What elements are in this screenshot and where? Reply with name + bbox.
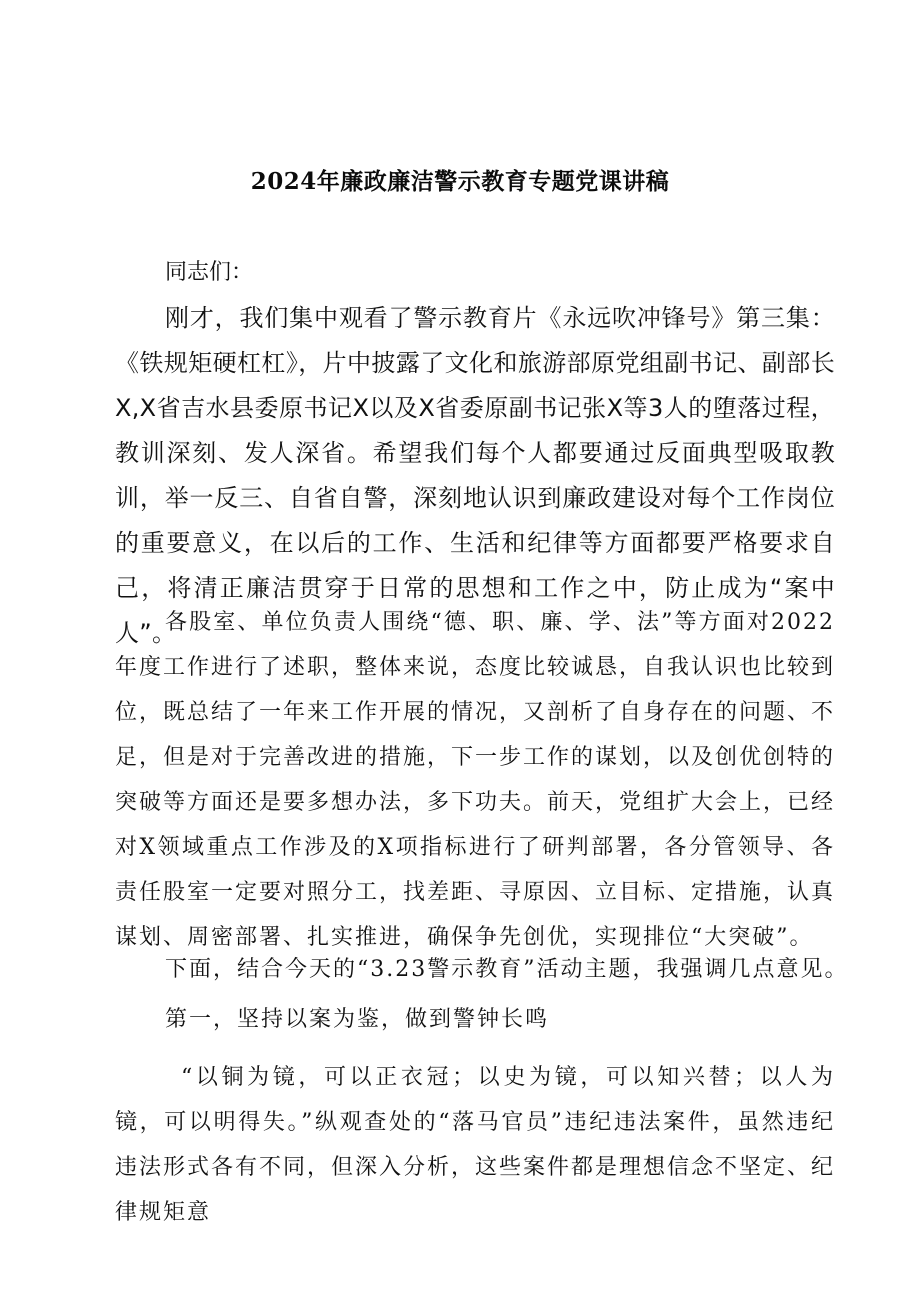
- paragraph-work-review: 各股室、单位负责人围绕“德、职、廉、学、法”等方面对2022年度工作进行了述职，整体来说，态度比较诚恳，自我认识也比较到位，既总结了一年来工作开展的情况，又剖析了自身存在的问题、不足，但是对于完善改进的措施，下一步工作的谋划，以及创优创特的突破等方面还是要多想办法，多下功夫。前天，党组扩大会上，已经对X领域重点工作涉及的X项指标进行了研判部署，各分管领导、各责任股室一定要对照分工，找差距、寻原因、立目标、定措施，认真谋划、周密部署、扎实推进，确保争先创优，实现排位“大突破”。: [115, 610, 836, 950]
- paragraph-intro: 下面，结合今天的“3.23警示教育”活动主题，我强调几点意见。: [165, 957, 849, 982]
- salutation: 同志们：: [165, 260, 254, 285]
- section-heading-first: 第一，坚持以案为鉴，做到警钟长鸣: [165, 1007, 550, 1032]
- paragraph-opening: 刚才，我们集中观看了警示教育片《永远吹冲锋号》第三集：《铁规矩硬杠杠》，片中披露了文化和旅游部原党组副书记、副部长X,X省吉水县委原书记X以及X省委原副书记张X等3人的堕落过程，教训深刻、发人深省。希望我们每个人都要通过反面典型吸取教训，举一反三、自省自警，深刻地认识到廉政建设对每个工作岗位的重要意义，在以后的工作、生活和纪律等方面都要严格要求自己，将清正廉洁贯穿于日常的思想和工作之中，防止成为“案中人”。: [115, 304, 835, 647]
- document-title: 2024年廉政廉洁警示教育专题党课讲稿: [250, 168, 670, 195]
- paragraph-quote: “以铜为镜，可以正衣冠；以史为镜，可以知兴替；以人为镜，可以明得失。”纵观查处的“落马官员”违纪违法案件，虽然违纪违法形式各有不同，但深入分析，这些案件都是理想信念不坚定、纪律规矩意: [115, 1065, 836, 1225]
